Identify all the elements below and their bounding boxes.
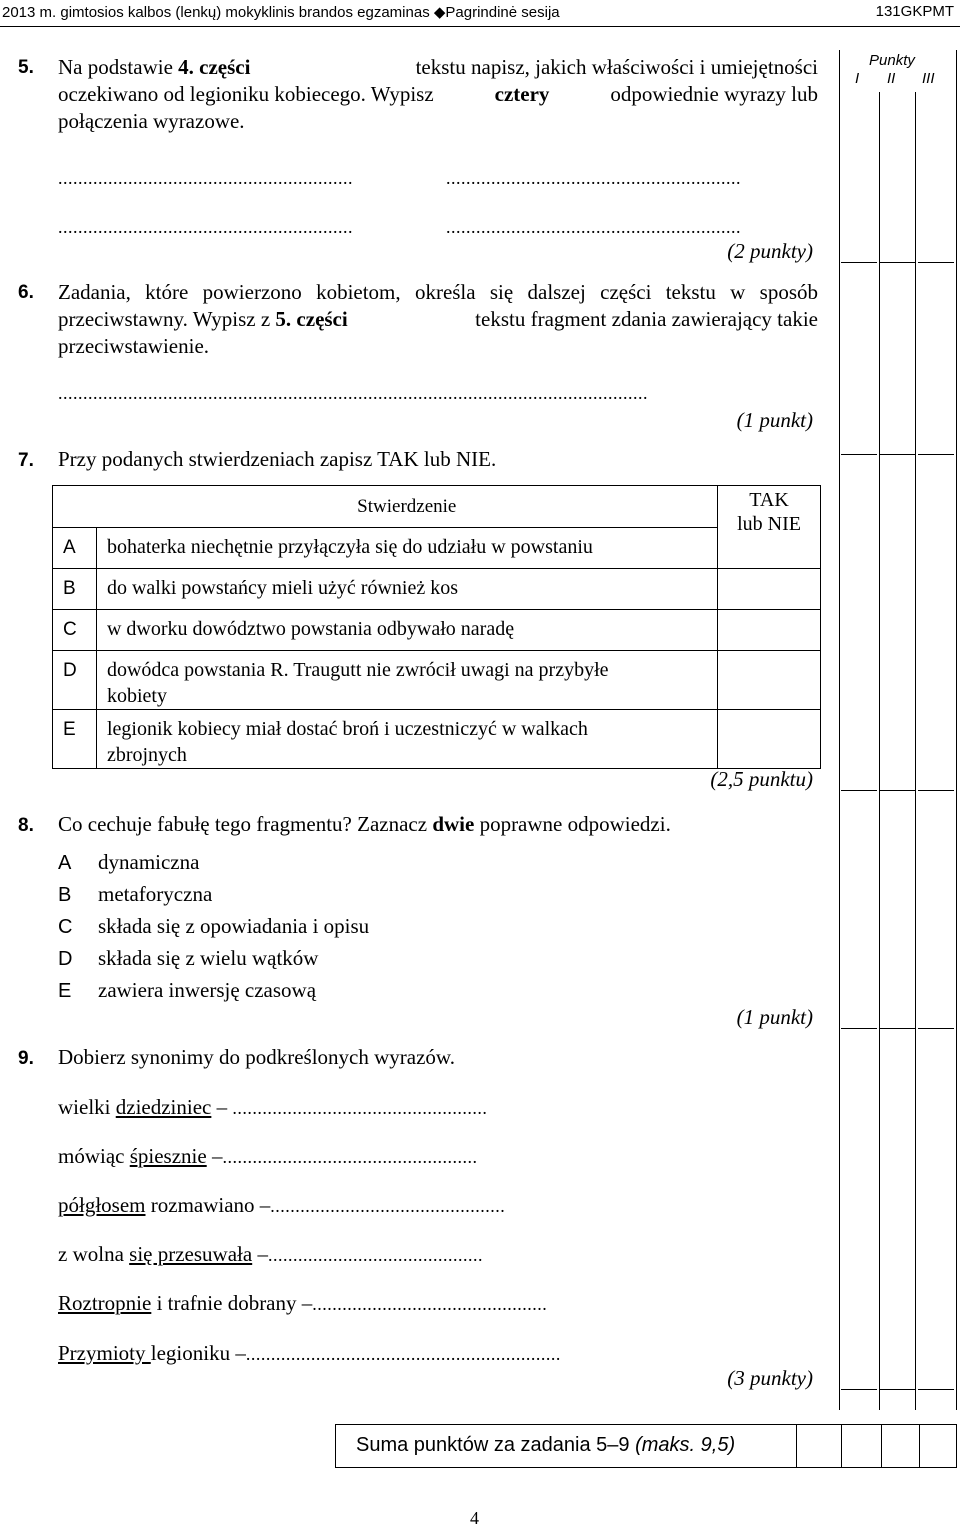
q5-answer-line-2[interactable]: ........................................................... <box>446 168 741 188</box>
q7-points: (2,5 punktu) <box>710 767 813 791</box>
q7-answer-b[interactable] <box>718 569 821 610</box>
q5-score-i[interactable] <box>841 262 877 263</box>
q6-score-iii[interactable] <box>918 454 954 455</box>
q7-row-b: B do walki powstańcy mieli użyć również kos <box>53 569 821 610</box>
points-col-i: I <box>855 70 860 87</box>
header-exam-title: 2013 m. gimtosios kalbos (lenkų) mokyklinis brandos egzaminas ◆Pagrindinė sesija <box>2 4 560 21</box>
q8-option-a[interactable]: A dynamiczna <box>58 850 200 874</box>
points-header-title: Punkty <box>869 52 915 69</box>
q5-points: (2 punkty) <box>727 239 813 263</box>
q9-points: (3 punkty) <box>727 1366 813 1390</box>
q5-score-iii[interactable] <box>918 262 954 263</box>
q7-row-e: E legionik kobiecy miał dostać broń i uczestniczyć w walkach zbrojnych <box>53 710 821 769</box>
page-header <box>0 0 960 27</box>
q8-option-e[interactable]: E zawiera inwersję czasową <box>58 978 317 1002</box>
q5-number: 5. <box>18 57 34 78</box>
q9-item-2[interactable]: mówiąc śpiesznie –................................................... <box>58 1144 478 1168</box>
q9-score-iii[interactable] <box>918 1389 954 1390</box>
q9-score-i[interactable] <box>841 1389 877 1390</box>
points-column-border-left <box>839 50 840 1410</box>
q7-row-c: C w dworku dowództwo powstania odbywało naradę <box>53 610 821 651</box>
q6-score-i[interactable] <box>841 454 877 455</box>
points-column-divider-1 <box>879 92 880 1410</box>
q7-row-d: D dowódca powstania R. Traugutt nie zwrócił uwagi na przybyłe kobiety <box>53 651 821 710</box>
q9-text: Dobierz synonimy do podkreślonych wyrazów. <box>58 1045 455 1069</box>
q5-score-ii[interactable] <box>880 262 916 263</box>
q7-answer-c[interactable] <box>718 610 821 651</box>
q8-score-i[interactable] <box>841 1028 877 1029</box>
q7-score-i[interactable] <box>841 790 877 791</box>
q6-answer-line[interactable]: ...................................................................................................................... <box>58 383 648 403</box>
q7-table <box>52 485 821 769</box>
summary-label: Suma punktów za zadania 5–9 (maks. 9,5) <box>356 1434 736 1456</box>
q8-points: (1 punkt) <box>736 1005 813 1029</box>
q6-text: Zadania, które powierzono kobietom, określa się dalszej części tekstu w sposób przeciwstawny. Wypisz z 5. części tekstu fragment zdania zawierający takie przeciwstawienie. <box>58 280 818 358</box>
q8-score-iii[interactable] <box>918 1028 954 1029</box>
q9-item-4[interactable]: z wolna się przesuwała –........................................... <box>58 1242 483 1266</box>
q7-score-iii[interactable] <box>918 790 954 791</box>
q6-number: 6. <box>18 282 34 303</box>
q5-answer-line-1[interactable]: ........................................................... <box>58 168 353 188</box>
q5-answer-line-3[interactable]: ........................................................... <box>58 217 353 237</box>
q7-col-statement: Stwierdzenie <box>96 486 717 528</box>
q7-score-ii[interactable] <box>880 790 916 791</box>
q9-number: 9. <box>18 1048 34 1069</box>
points-col-ii: II <box>887 70 896 87</box>
q8-option-b[interactable]: B metaforyczna <box>58 882 213 906</box>
q7-col-answer: TAK lub NIE <box>718 486 821 569</box>
q7-answer-d[interactable] <box>718 651 821 710</box>
q8-number: 8. <box>18 815 34 836</box>
header-code: 131GKPMT <box>875 3 954 20</box>
q8-score-ii[interactable] <box>880 1028 916 1029</box>
q7-row-a: A bohaterka niechętnie przyłączyła się do udziału w powstaniu <box>53 528 821 569</box>
q9-item-1[interactable]: wielki dziedziniec – ................................................... <box>58 1095 488 1119</box>
points-col-iii: III <box>922 70 935 87</box>
q8-option-c[interactable]: C składa się z opowiadania i opisu <box>58 914 370 938</box>
q7-answer-e[interactable] <box>718 710 821 769</box>
points-column-border-right <box>956 50 957 1410</box>
q8-text: Co cechuje fabułę tego fragmentu? Zaznacz dwie poprawne odpowiedzi. <box>58 812 671 836</box>
q9-item-3[interactable]: półgłosem rozmawiano –............................................... <box>58 1193 506 1217</box>
q7-text: Przy podanych stwierdzeniach zapisz TAK lub NIE. <box>58 447 497 471</box>
q8-option-d[interactable]: D składa się z wielu wątków <box>58 946 319 970</box>
q7-number: 7. <box>18 450 34 471</box>
q5-answer-line-4[interactable]: ........................................................... <box>446 217 741 237</box>
q9-score-ii[interactable] <box>880 1389 916 1390</box>
page-number: 4 <box>470 1508 479 1528</box>
q6-points: (1 punkt) <box>736 408 813 432</box>
q9-item-5[interactable]: Roztropnie i trafnie dobrany –............................................... <box>58 1291 548 1315</box>
q5-text: Na podstawie 4. części tekstu napisz, jakich właściwości i umiejętności oczekiwano od legioniku kobiecego. Wypisz cztery odpowiednie wyrazy lub połączenia wyrazowe. <box>58 55 818 133</box>
q9-item-6[interactable]: Przymioty legioniku –............................................................... <box>58 1341 561 1365</box>
points-column-divider-2 <box>915 92 916 1410</box>
q6-score-ii[interactable] <box>880 454 916 455</box>
q8-options <box>58 850 369 1010</box>
